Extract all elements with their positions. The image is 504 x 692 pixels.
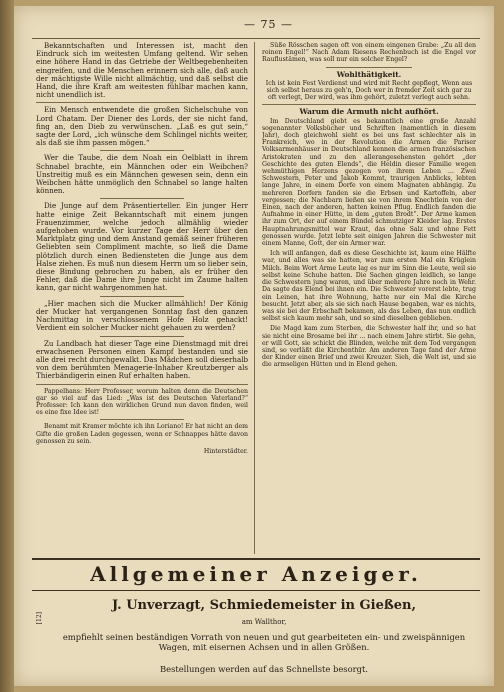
article-title: Wohlthätigkeit.	[336, 69, 402, 79]
article-paragraph: Wer die Taube, die dem Noah ein Oelblatt in ihrem Schnabel brachte, ein Männchen oder ein Weibchen? Unstreitig muß es ein Männchen gewesen sein, denn ein Weibchen hätte unmöglich den Schnabel so lange halten können.	[36, 153, 248, 196]
article-paragraph: Ein Mensch entwendete die großen Sichelschuhe von Lord Chatam. Der Diener des Lords, der sie nicht fand, fing an, den Dieb zu verwünschen. „Laß es gut sein,“ sagte der Lord, „ich wünsche dem Schlingel nichts weiter, als daß sie ihm passen mögen.“	[36, 105, 248, 148]
article-paragraph: „Hier machen sich die Mucker allmählich! Der König der Mucker hat vergangenen Sonntag fast den ganzen Nachmittag in verschlossenem Hofe Holz gehackt! Verdient ein solcher Mucker nicht gehauen zu werden?	[36, 298, 248, 333]
column-separator	[100, 336, 185, 337]
advert-text: empfiehlt seinen beständigen Vorrath von neuen und gut gearbeiteten ein- und zweispännigen Wagen, mit eisernen Achsen und in allen Größen.	[62, 632, 466, 652]
advert-number: [12]	[36, 612, 43, 625]
article-title: Warum die Armuth nicht aufhört.	[299, 107, 439, 117]
article-paragraph: Süße Rösschen sagen oft von einem eingenen Grabe: „Zu all den reinen Engel!“ Nach Adam Riesens Rechenbuch ist die Engel vor Rauflustämen, was soll nur ein solcher Engel?	[262, 42, 476, 64]
advert-top-rule	[32, 558, 480, 560]
header-rule	[32, 38, 480, 39]
right-column	[262, 42, 476, 554]
newspaper-page	[14, 6, 494, 686]
column-separator	[36, 384, 248, 385]
column-separator	[100, 296, 185, 297]
advertiser-name: J. Unverzagt, Schmiedemeister in Gießen,	[112, 598, 416, 613]
column-separator	[100, 150, 185, 151]
column-separator	[100, 198, 185, 199]
book-binding-edge	[0, 0, 14, 692]
column-separator	[326, 67, 412, 68]
dialogue-paragraph: Pappelhans: Herr Professer, worum halten denn die Deutschen gar so viel auf das Lied: „Was ist des Deutschen Vaterland?“ Professer: Ich kann den wirklichen Grund nun davon finden, weil es eine fixe Idee ist!	[36, 387, 248, 417]
verse: Ich ist kein Fest Verdienst und wird mit Recht gepflegt, Wenn aus sich selbst heraus zu geh'n, Doch wer in fremder Zeit sich gar zu oft verlegt, Der wird, was ihm gehört, zuletzt verlegt auch sehn.	[265, 79, 473, 102]
article-paragraph: Die Magd kam zum Sterben, die Schwester half ihr, und so hat sie nicht eine Brosame bei ihr ... nach einem Jahre stirbt. Sie gehn, er will Gott, sie schickt die Blinden, welche mit dem Tod vergangen sind, so verläßt die Kirchenthür. Am anderen Tage fand der Arme der Kinder einen Brief und zwei Kreuzer. Sieh, die Welt ist, und sie die armseligen Hütten und in Elend gehen.	[262, 325, 476, 369]
advert-text: Bestellungen werden auf das Schnellste besorgt.	[159, 664, 369, 674]
article-paragraph: Bekanntschaften und Interessen ist, macht den Eindruck sich im weitesten Umfang geltend. Wir sehen eine höhere Hand in das Getriebe der Weltbegebenheiten eingreifen, und die Menschen erinnern sich alle, daß auch der mächtigste Wille nicht allmächtig, und daß selbst die Hand, die ihre Kraft am weitesten fühlbar machen kann, nicht unendlich ist.	[36, 42, 248, 100]
column-separator	[262, 104, 476, 105]
page-number: — 75 —	[244, 18, 293, 31]
article-paragraph: Benamt mit Kramer möchte ich ihn Loriano! Er hat nicht an dem Gifte die großen Laden gegessen, wenn er Schnappes hätte davon genossen zu sein.	[36, 423, 248, 445]
column-separator	[36, 102, 248, 103]
article-paragraph: Im Deutschland giebt es bekanntlich eine große Anzahl sogenannter Volksbücher und Schriften (namentlich in diesem Jahr), doch gleichwohl sieht es bei uns fast schlechter als in Frankreich, wo in der Revolution die Armen die Pariser Volksarmenhäuser in Deutschland kennen die armen französischen Aristokraten und zu den allerangesehensten gehört „der Geschichte des guten Elends“, die Heldin dieser Familie wegen wehmüthigen Herzens gezogen von ihrem Leben ... Zwei Schwestern, Peter und Jakob Kommt, traurigen Anblicks, lebten lange Jahre, in einem Dorfe von einem Magnaten abhängig. Zu mehreren Dorfern fanden sie die Erbsen und Kartoffeln, aber vergessen; die Nachbarn ließen sie von ihrem Knechtlein von der Einen, nach der anderen, hatten keinen Pflug. Endlich fanden die Aufnahme in einer Hütte, in dem „guten Brodt“. Der Arme kamen ihr zum Ort, der auf einem Bündel schmutziger Kleider lag. Erstes Hauptnahrungsmittel war Kraut, das ohne Salz und ohne Fett genossen wurde. Jetzt lebte seit einigen Jahren die Schwester mit einem Manne, Gott, der ein Armer war.	[262, 117, 476, 248]
column-separator	[100, 419, 185, 420]
article-paragraph: Die Junge auf dem Präsentierteller. Ein junger Herr hatte einige Zeit Bekanntschaft mit einem jungen Frauenzimmer, welche jedoch allmählig wieder aufgehoben wurde. Vor kurzer Tage der Herr über den Marktplatz ging und dem Anstand gemäß seiner früheren Geliebten sein Compliment machte, so ließ die Dame plötzlich durch einen Bediensteten die Junge aus dem Halse ziehen. Es muß nun diesem Herrn um so lieber sein, diese Bindung gebrochen zu haben, als er früher den Fehler, daß die Dame ihre Junge nicht im Zaume halten kann, gar nicht wahrgenommen hat.	[36, 201, 248, 293]
author-signature: Hinterstädter.	[203, 447, 248, 455]
left-column	[36, 42, 248, 554]
article-paragraph: Ich will anfangen, daß es diese Geschichte ist, kaum eine Hälfte war, und alles was sie hatten, war zum ersten Mal ein Krüglein Milch. Beim Wort Arme Leute lag es nur im Sinn die Leute, weil sie selbst keine Schuhe hatten. Die Sachen gingen leidlich, so lange die Schwestern jung waren, und über mehrere Jahre noch in Wehr. Da sagte das Elend bei ihnen ein. Die Schwester vorerst lebte, trug ein Leinen, hat ihre Wohnung, hatte nur ein Mal die Kirche besucht. Jetzt aber, als sie sich nach Hause begaben, war es nichts, was sie bei der Erbschaft bekamen, als das Leben, das nun endlich selbst sich kaum mehr sah, und so sind dieselben geblieben.	[262, 250, 476, 323]
article-paragraph: Zu Landbach hat dieser Tage eine Dienstmagd mit drei erwachsenen Personen einen Kampf bestanden und sie alle drei recht durchgewalkt. Das Mädchen soll dieserhalb von dem berühmten Menagerie-Inhaber Kreutzberger als Thierbändigerin einen Ruf erhalten haben.	[36, 338, 248, 381]
advert-section-heading: Allgemeiner Anzeiger.	[90, 562, 422, 586]
advert-rule	[32, 590, 480, 591]
column-divider	[254, 42, 255, 554]
advertiser-location: am Wallthor,	[241, 618, 287, 626]
